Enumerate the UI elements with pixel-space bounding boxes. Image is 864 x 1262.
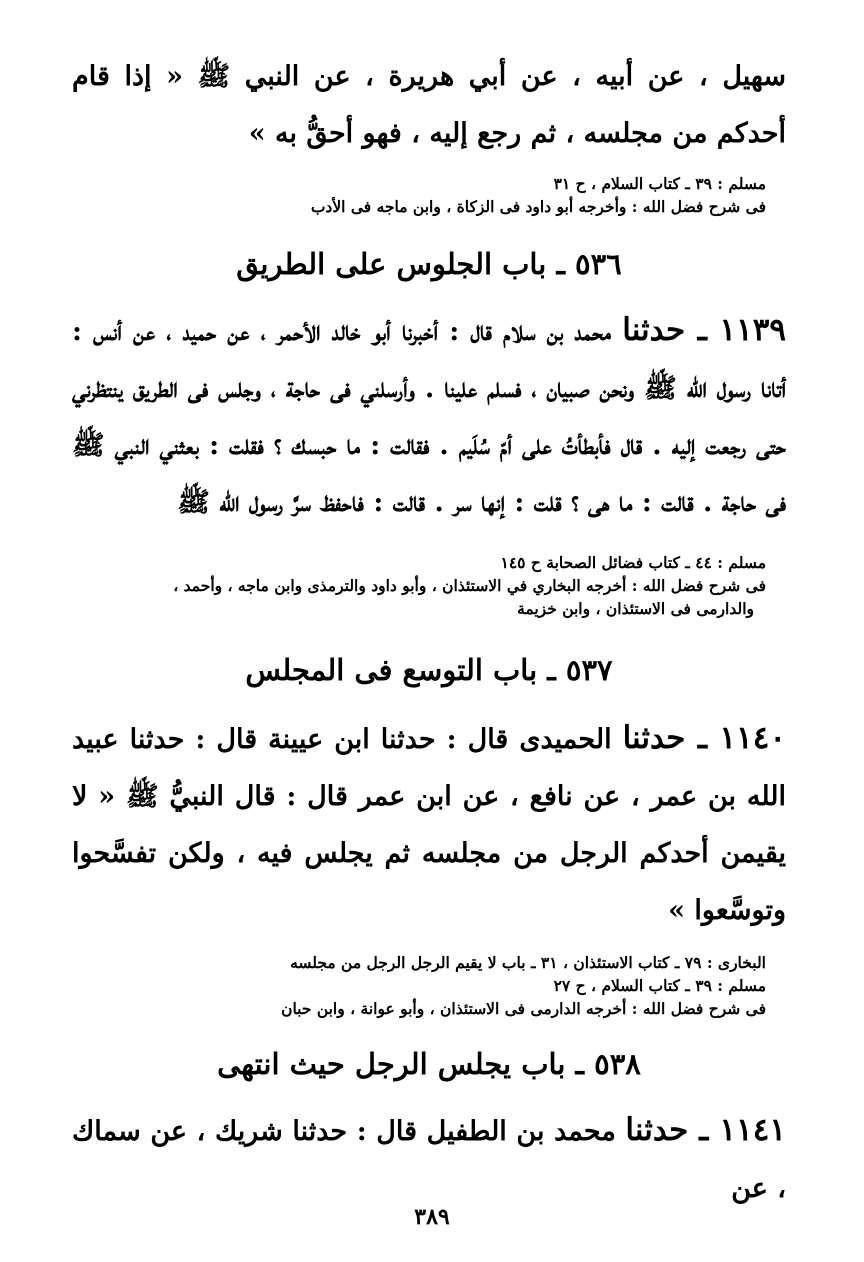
- hadith-number: ١١٣٩ ـ حدثنا: [622, 312, 786, 348]
- footnote-line: فى شرح فضل الله : أخرجه البخاري في الاستئذان ، وأبو داود والترمذى وابن ماجه ، وأحمد ،: [173, 576, 766, 595]
- hadith-paragraph: [72, 710, 786, 939]
- footnote-line: مسلم : ٣٩ ـ كتاب السلام ، ح ٢٧: [553, 976, 766, 995]
- hadith-text: الحميدى قال : حدثنا ابن عيينة قال : حدثنا عبيد الله بن عمر ، عن نافع ، عن ابن عمر قال : قال النبيُّ ﷺ « لا يقيمن أحدكم الرجل من مجلسه ثم يجلس فيه ، ولكن تفسَّحوا وتوسَّعوا »: [72, 724, 786, 926]
- footnote-line: مسلم : ٣٩ ـ كتاب السلام ، ح ٣١: [553, 174, 766, 193]
- hadith-number: ١١٤١ ـ حدثنا: [625, 1112, 786, 1148]
- chapter-heading: ٥٣٨ ـ باب يجلس الرجل حيث انتهى: [217, 1047, 641, 1081]
- hadith-text: محمد بن الطفيل قال : حدثنا شريك ، عن سماك ، عن: [72, 1116, 786, 1204]
- footnotes-block: [72, 551, 766, 620]
- page-number: ٣٨٩: [414, 1204, 450, 1230]
- footnote-line: فى شرح فضل الله : أخرجه الدارمى فى الاستئذان ، وأبو عوانة ، وابن حبان: [281, 999, 766, 1018]
- chapter-heading: ٥٣٧ ـ باب التوسع فى المجلس: [245, 653, 613, 687]
- footnote-line: والدارمى فى الاستئذان ، وابن خزيمة: [517, 599, 754, 618]
- chapter-heading: ٥٣٦ ـ باب الجلوس على الطريق: [236, 247, 622, 281]
- hadith-paragraph: [72, 1102, 786, 1217]
- footnotes-block: [72, 951, 766, 1020]
- hadith-paragraph-continuation: سهيل ، عن أبيه ، عن أبي هريرة ، عن النبي ﷺ « إذا قام أحدكم من مجلسه ، ثم رجع إليه ، فهو أحقُّ به »: [72, 61, 786, 149]
- hadith-text: محمد بن سلام قال : أخبرنا أبو خالد الأحمر ، عن حميد ، عن أنس : أتانا رسول الله ﷺ ونحن صبيان ، فسلم علينا . وأرسلني فى حاجة ، وجلس فى الطريق ينتظرني حتى رجعت إليه . قال فأبطأتُ على أمّ سُلَيم . فقالت : ما حبسك ؟ فقلت : بعثني النبي ﷺ فى حاجة . قالت : ما هى ؟ قلت : إنها سر . قالت : فاحفظ سرَّ رسول الله ﷺ: [72, 316, 786, 518]
- hadith-paragraph: [72, 302, 786, 531]
- footnote-line: مسلم : ٤٤ ـ كتاب فضائل الصحابة ح ١٤٥: [500, 553, 766, 572]
- footnote-line: فى شرح فضل الله : وأخرجه أبو داود فى الزكاة ، وابن ماجه فى الأدب: [310, 197, 766, 216]
- hadith-number: ١١٤٠ ـ حدثنا: [622, 720, 787, 756]
- footnote-line: البخارى : ٧٩ ـ كتاب الاستئذان ، ٣١ ـ باب لا يقيم الرجل الرجل من مجلسه: [290, 953, 766, 972]
- footnotes-block: [72, 172, 766, 218]
